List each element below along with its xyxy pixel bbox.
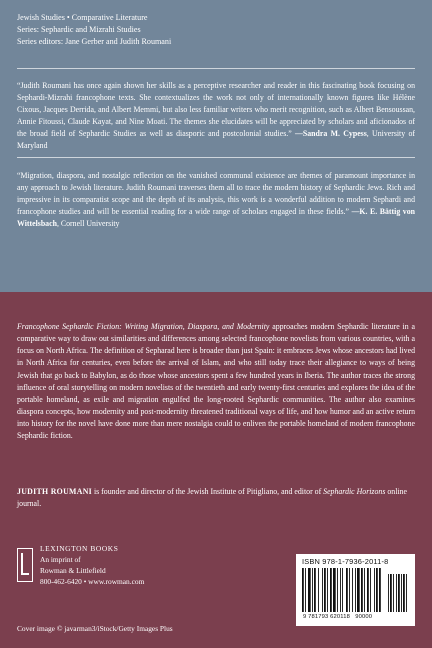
publisher-info xyxy=(40,544,144,588)
barcode-digits xyxy=(303,614,372,620)
reviewer-affiliation: , University of Maryland xyxy=(17,129,415,151)
barcode-addon-bar xyxy=(390,574,392,612)
barcode-bar xyxy=(318,568,319,612)
publisher-contact: 800-462-6420 • www.rowman.com xyxy=(40,576,145,586)
isbn-label: ISBN 978-1-7936-2011-8 xyxy=(302,557,389,566)
review-text: “Judith Roumani has once again shown her skills as a perceptive researcher and reader in this fascinating book focusing on Sephardi-Mizrahi francophone texts. She contextualizes the work not only of internationally known figures like Hélène Cixous, Jacques Derrida, and Albert Memmi, but also less familiar writers who merit recognition, such as Albert Bensoussan, Annie Fitoussi, Claude Kayat, and Nine Moati. The themes she elucidates will be appreciated by scholars and aficionados of the broad field of Sephardic Studies as well as diasporic and postcolonial studies.” xyxy=(17,81,415,139)
series-info xyxy=(17,12,171,49)
barcode-bars xyxy=(302,568,409,612)
barcode-addon-bar xyxy=(401,574,402,612)
barcode-bar xyxy=(355,568,356,612)
review-panel xyxy=(0,0,432,292)
series-editors: Series editors: Jane Gerber and Judith Roumani xyxy=(17,37,172,47)
barcode-bar xyxy=(364,568,365,612)
author-bio-suffix: online journal. xyxy=(17,487,407,509)
barcode-bar xyxy=(324,568,326,612)
barcode-bar xyxy=(322,568,323,612)
parent-publisher: Rowman & Littlefield xyxy=(40,565,106,575)
publisher-name: LEXINGTON BOOKS xyxy=(40,544,119,553)
barcode-addon-bar xyxy=(403,574,405,612)
barcode-bar xyxy=(379,568,381,612)
barcode-bar xyxy=(357,568,360,612)
publisher-logo-icon xyxy=(17,548,33,582)
barcode-bar xyxy=(308,568,311,612)
barcode-addon-bar xyxy=(393,574,394,612)
reviewer-name: —Sandra M. Cypess xyxy=(295,129,367,139)
barcode-bar xyxy=(342,568,343,612)
barcode-bar xyxy=(330,568,332,612)
barcode-addon: 90000 xyxy=(355,614,373,620)
imprint-line: An imprint of xyxy=(40,554,81,564)
subject-categories: Jewish Studies • Comparative Literature xyxy=(17,13,148,22)
review-quote-1 xyxy=(17,80,415,153)
barcode-bar xyxy=(333,568,336,612)
book-title: Francophone Sephardic Fiction: Writing Migration, Diaspora, and Modernity xyxy=(17,322,270,331)
barcode-bar xyxy=(376,568,378,612)
barcode-bar xyxy=(352,568,353,612)
reviewer-name: —K. E. Bättig von Wittelsbach xyxy=(17,207,415,229)
author-name: JUDITH ROUMANI xyxy=(17,487,93,496)
description-body: approaches modern Sephardic literature in a comparative way to draw out similarities and differences among selected francophone novelists from various countries, with a focus on North Africa. The definition of Sepharad here is broader than just Spain: it embraces Jews whose ancestors had lived in North Africa for centuries, even before the arrival of Islam, and who still today trace their allegiance to ways of being Jewish that go back to Babylon, as do those whose ancestors spent a few hundred years in Iberia. The author traces the strong influence of oral storytelling on modern novelists of the twentieth and early twenty-first centuries and explores the idea of the portable homeland, as exile and migration engulfed the long-rooted Sephardic communities. The author also examines diaspora concepts, how modernity and post-modernity threatened traditional ways of life, and how humor and an active return into history for the novel have done more than mere nostalgia could to enliven the portable homeland of modern francophone Sephardic fiction. xyxy=(17,322,415,441)
barcode-bar xyxy=(370,568,371,612)
divider xyxy=(17,157,415,158)
journal-name: Sephardic Horizons xyxy=(323,487,386,496)
reviewer-affiliation: , Cornell University xyxy=(56,219,120,229)
barcode-bar xyxy=(346,568,348,612)
barcode-addon-bar xyxy=(406,574,407,612)
cover-credit: Cover image © javarman3/iStock/Getty Images Plus xyxy=(17,624,173,633)
divider xyxy=(17,68,415,69)
review-quote-2 xyxy=(17,170,415,230)
barcode-bar xyxy=(361,568,363,612)
author-bio-text: is founder and director of the Jewish Institute of Pitigliano, and editor of xyxy=(92,487,324,496)
barcode-bar xyxy=(305,568,306,612)
series-name: Series: Sephardic and Mizrahi Studies xyxy=(17,25,141,35)
author-bio xyxy=(17,486,415,510)
barcode-addon-bar xyxy=(396,574,397,612)
review-text: “Migration, diaspora, and nostalgic reflection on the vanished communal existence are themes of paramount importance in any approach to Jewish literature. Judith Roumani traverses them all to trace the modern history of Sephardic Jews. Rich and impressive in its comparatist scope and the depth of its analysis, this work is a wonderful addition to modern Sephardi and francophone studies and will be essential reading for a wide range of scholars engaged in these fields.” xyxy=(17,171,415,217)
barcode-bar xyxy=(312,568,313,612)
barcode-bar xyxy=(349,568,350,612)
barcode-addon-bar xyxy=(388,574,389,612)
barcode-bar xyxy=(337,568,338,612)
barcode-bar xyxy=(340,568,341,612)
barcode-addon-bar xyxy=(398,574,400,612)
barcode-bar xyxy=(302,568,304,612)
barcode-bar xyxy=(374,568,375,612)
barcode-bar xyxy=(314,568,316,612)
book-description xyxy=(17,321,415,443)
barcode-bar xyxy=(327,568,328,612)
barcode-number: 9 781793 620118 xyxy=(303,614,350,620)
barcode-bar xyxy=(367,568,369,612)
barcode xyxy=(296,554,415,626)
